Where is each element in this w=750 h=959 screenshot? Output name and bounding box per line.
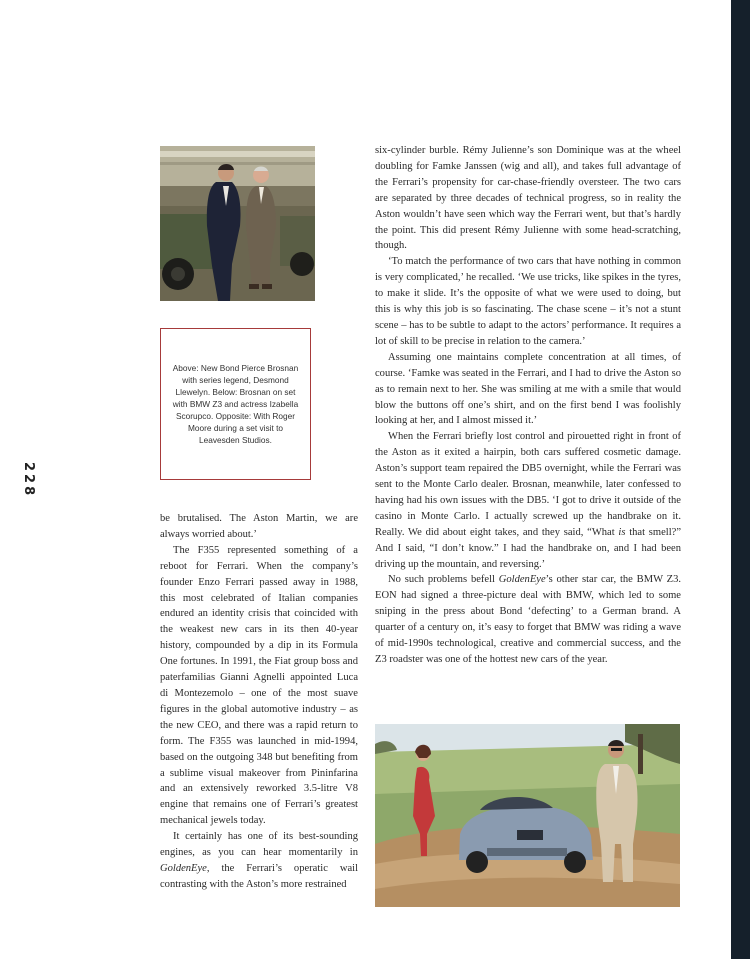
text-run: When the Ferrari briefly lost control and pirouetted right in front of the Aston as it exited a hairpin, both cars suffered cosmetic damage. Aston’s support team repaired the DB5 overnight, while the Ferrari was sent to the Monte Carlo dealer. Brosnan, meanwhile, later confessed to having had his own issues with the DB5. ‘I got to drive it outside of the casino in Monte Carlo. I actually screwed up the handbrake on it. Really. We did about eight takes, and they said, “What	[375, 431, 681, 538]
body-text-left-column	[160, 511, 358, 893]
photo-bmw-z3-set	[375, 724, 680, 907]
page-number: 228	[21, 461, 36, 499]
film-title: GoldenEye	[160, 862, 207, 874]
paragraph: be brutalised. The Aston Martin, we are always worried about.’	[160, 513, 358, 540]
paragraph	[160, 829, 358, 893]
paragraph: Assuming one maintains complete concentration at all times, of course. ‘Famke was seated in the Ferrari, and I had to drive the Aston so as to remain next to her. She was smiling at me with a smile that would blow the buttons off one’s shirt, and on the first bend I was foolishly looking at her, and I almost missed it.’	[375, 351, 681, 427]
photo-caption-box	[160, 328, 311, 480]
text-run: , the Ferrari’s operatic wail contrasting with the Aston’s more restrained	[160, 862, 358, 890]
body-text-right-column	[375, 143, 681, 668]
emphasis: is	[618, 526, 626, 538]
text-run: ’s other star car, the BMW Z3. EON had signed a three-picture deal with BMW, which led to some sniping in the press about Bond ‘defecting’ to a German brand. A quarter of a century on, it’s easy to forget that BMW was riding a wave of mid-1990s technological, creative and commercial success, and the Z3 roadster was one of the hottest new cars of the year.	[375, 574, 682, 665]
photo-caption: Above: New Bond Pierce Brosnan with series legend, Desmond Llewelyn. Below: Brosnan on set with BMW Z3 and actress Izabella Scorupco. Opposite: With Roger Moore during a set visit to Leavesden Studios.	[172, 363, 299, 445]
photo-brosnan-llewelyn	[160, 146, 315, 301]
text-run: that smell?” And I said, “I don’t know.” I had the handbrake on, and I had been driving up the mountain, and reversing.’	[375, 526, 681, 570]
paragraph: The F355 represented something of a reboot for Ferrari. When the company’s founder Enzo Ferrari passed away in 1988, this most celebrated of Italian companies endured an identity crisis that coincided with the weakest new cars in its then 40-year history, compounded by a dip in its Formula One fortunes. In 1991, the Fiat group boss and paterfamilias Gianni Agnelli appointed Luca di Montezemolo – one of the most suave figures in the global automotive industry – as the new CEO, and there was a rapid return to form. The F355 was launched in mid-1994, based on the outgoing 348 but benefiting from a sublime visual makeover from Pininfarina and an extensively reworked 3.5-litre V8 engine that remains one of Ferrari’s greatest mechanical jewels today.	[160, 544, 358, 827]
film-title: GoldenEye	[498, 574, 546, 586]
paragraph: ‘To match the performance of two cars that have nothing in common is very complicated,’ he recalled. ‘We use tricks, like spikes in the tyres, to make it slide. It’s the opposite of what we were used to doing, but this is why this job is so fascinating. The chase scene – it’s not a stunt scene – has to be subtle to adapt to the actors’ performance. It requires a lot of skill to be precise in relation to the camera.’	[375, 256, 681, 347]
paragraph	[375, 572, 681, 667]
text-run: No such problems befell	[388, 574, 499, 586]
page-spine-edge	[731, 0, 750, 959]
paragraph: six-cylinder burble. Rémy Julienne’s son Dominique was at the wheel doubling for Famke Janssen (wig and all), and takes full advantage of the Ferrari’s propensity for car-chase-friendly oversteer. The two cars are separated by three decades of technical progress, so in reality the Aston wouldn’t have seen which way the Ferrari went, but that’s hardly the point. This did present Rémy Julienne with some head-scratching, though.	[375, 145, 681, 252]
text-run: It certainly has one of its best-sounding engines, as you can hear momentarily in	[160, 831, 358, 859]
paragraph	[375, 429, 681, 572]
